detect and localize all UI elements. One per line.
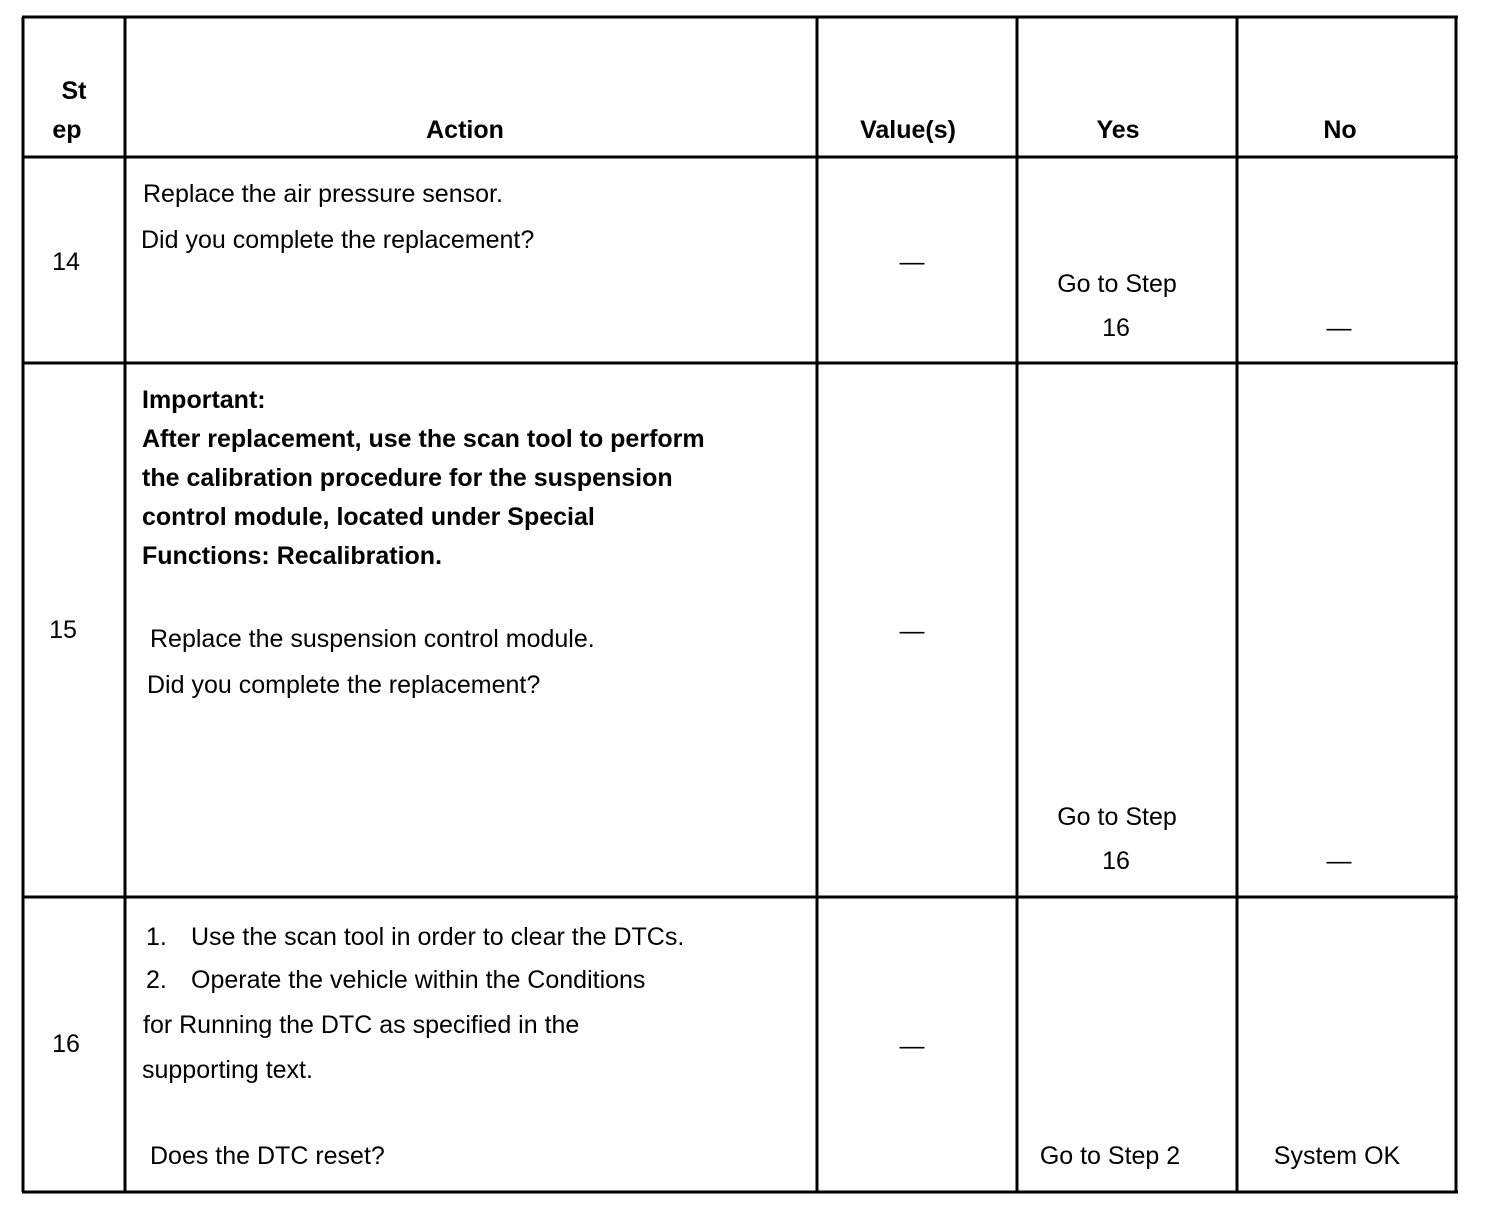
step-16-number: 16 bbox=[52, 1030, 80, 1058]
step-15-important-label: Important: bbox=[142, 386, 266, 414]
step-16-item2-text: Operate the vehicle within the Conditions bbox=[191, 966, 646, 994]
header-no: No bbox=[1323, 116, 1357, 144]
step-15-important-line4: Functions: Recalibration. bbox=[142, 542, 443, 570]
step-14-yes-line2: 16 bbox=[1102, 314, 1130, 342]
step-14-yes-line1: Go to Step bbox=[1057, 270, 1177, 298]
header-values: Value(s) bbox=[860, 116, 956, 144]
step-16-item1-number: 1. bbox=[146, 923, 167, 951]
step-15-number: 15 bbox=[49, 616, 77, 644]
step-15-important-line2: the calibration procedure for the suspension bbox=[142, 464, 673, 492]
step-15-important-line3: control module, located under Special bbox=[142, 503, 595, 531]
step-16-no: System OK bbox=[1273, 1142, 1401, 1170]
step-16-continuation-line1: for Running the DTC as specified in the bbox=[143, 1011, 580, 1039]
header-step-line1: St bbox=[61, 77, 87, 105]
step-14-number: 14 bbox=[52, 248, 80, 276]
step-16-item1-text: Use the scan tool in order to clear the DTCs. bbox=[191, 923, 685, 951]
step-16-item2-number: 2. bbox=[146, 966, 167, 994]
step-16-question: Does the DTC reset? bbox=[150, 1142, 385, 1170]
step-15-action-line2: Did you complete the replacement? bbox=[147, 671, 541, 699]
step-15-no: — bbox=[1326, 847, 1352, 875]
step-15-yes-line2: 16 bbox=[1102, 847, 1130, 875]
header-action: Action bbox=[426, 116, 504, 144]
step-14-action-line2: Did you complete the replacement? bbox=[141, 226, 535, 254]
step-16-yes: Go to Step 2 bbox=[1039, 1142, 1181, 1170]
step-14-no: — bbox=[1326, 314, 1352, 342]
step-15-value: — bbox=[899, 617, 925, 645]
step-15-yes-line1: Go to Step bbox=[1057, 803, 1177, 831]
header-yes: Yes bbox=[1096, 116, 1140, 144]
step-16-continuation-line2: supporting text. bbox=[142, 1056, 313, 1084]
step-14-action-line1: Replace the air pressure sensor. bbox=[143, 180, 503, 208]
step-16-value: — bbox=[899, 1032, 925, 1060]
step-15-important-line1: After replacement, use the scan tool to perform bbox=[142, 425, 705, 453]
step-15-action-line1: Replace the suspension control module. bbox=[150, 625, 595, 653]
header-step-line2: ep bbox=[52, 116, 82, 144]
step-14-value: — bbox=[899, 248, 925, 276]
